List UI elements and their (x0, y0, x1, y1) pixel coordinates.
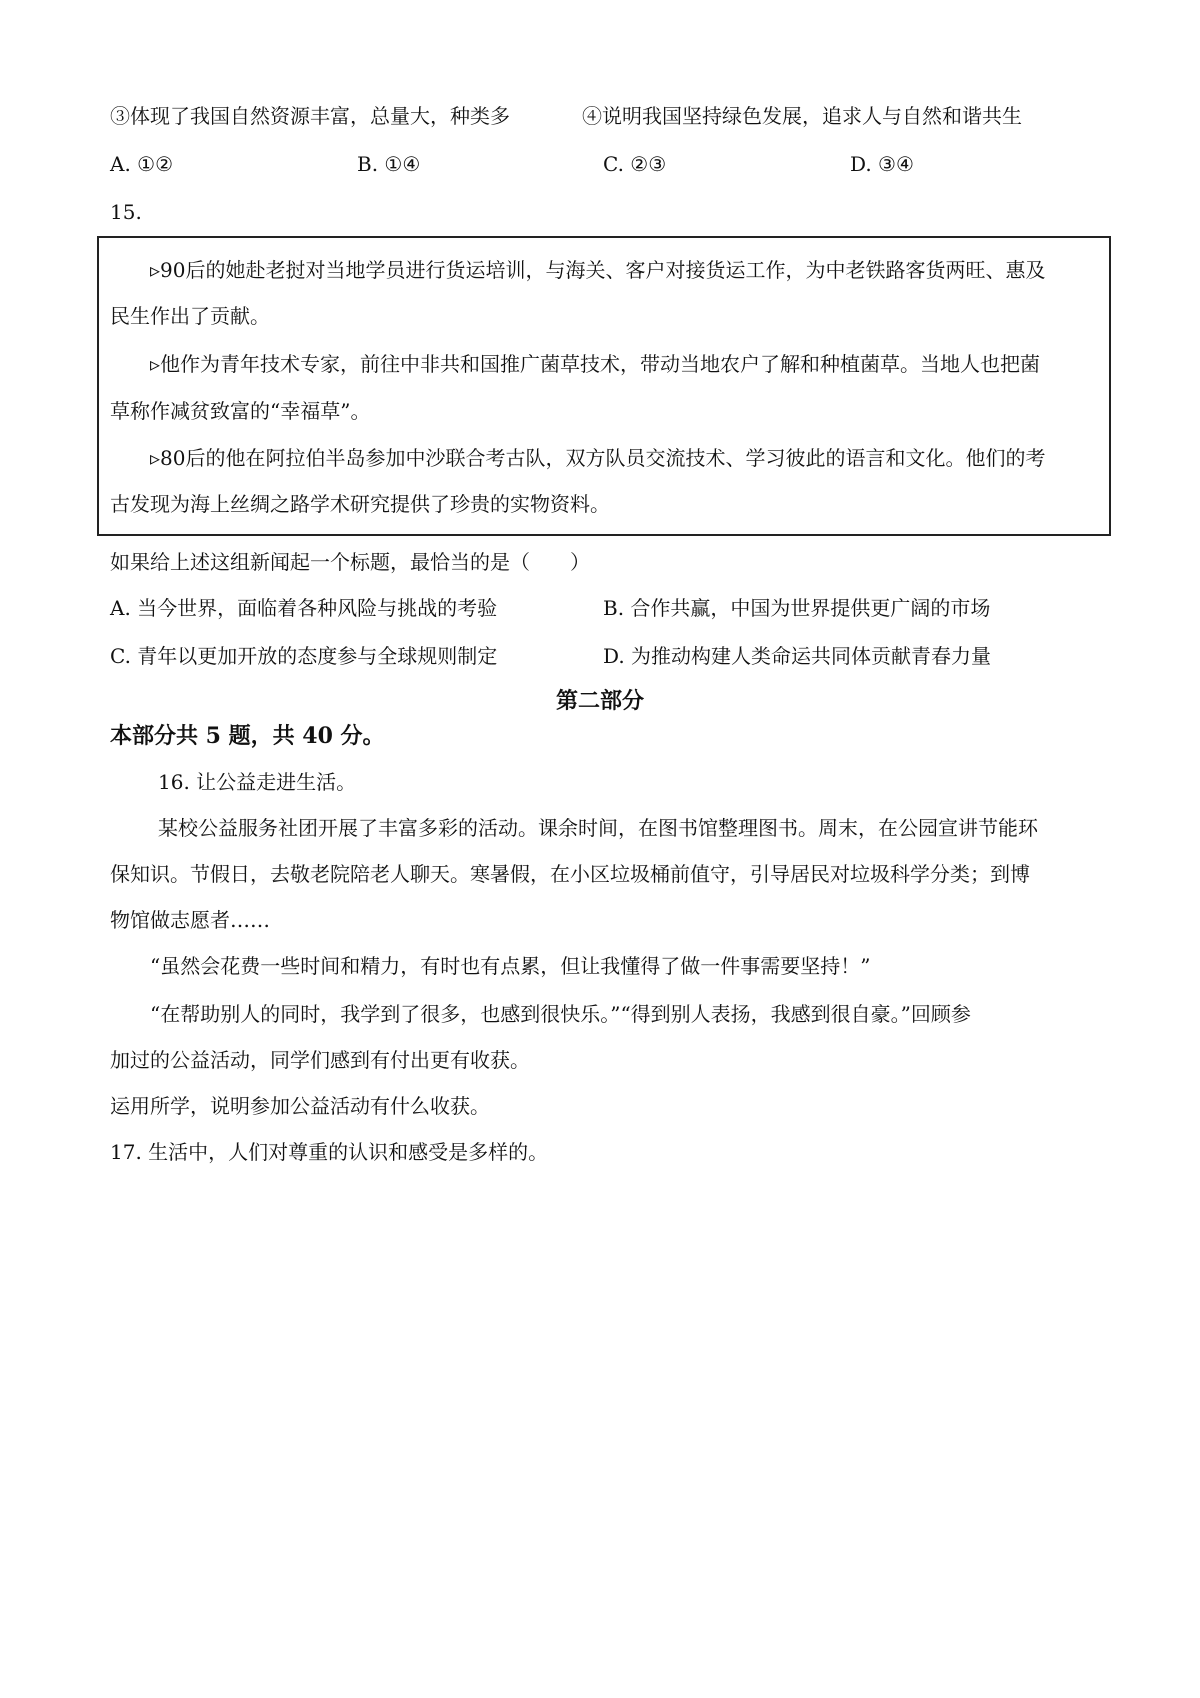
q15-number: 15. (110, 200, 142, 224)
q15-news-2-line-2: 草称作减贫致富的“幸福草”。 (110, 399, 371, 423)
q16-para2-line-1: “在帮助别人的同时，我学到了很多，也感到很快乐。”“得到别人表扬，我感到很自豪。”回顾参 (150, 1002, 971, 1026)
q15-news-1-line-2: 民生作出了贡献。 (110, 304, 270, 328)
q16-quote-1: “虽然会花费一些时间和精力，有时也有点累，但让我懂得了做一件事需要坚持！” (150, 954, 871, 978)
q14-option-a: A. ①② (110, 152, 174, 176)
q14-statement-4: ④说明我国坚持绿色发展，追求人与自然和谐共生 (582, 104, 1022, 128)
q16-para2-line-2: 加过的公益活动，同学们感到有付出更有收获。 (110, 1048, 530, 1072)
q16-title: 16. 让公益走进生活。 (158, 770, 357, 794)
q14-option-d: D. ③④ (850, 152, 914, 176)
q14-option-b: B. ①④ (357, 152, 421, 176)
q15-option-d: D. 为推动构建人类命运共同体贡献青春力量 (603, 644, 992, 668)
q16-question: 运用所学，说明参加公益活动有什么收获。 (110, 1094, 490, 1118)
q17-title: 17. 生活中，人们对尊重的认识和感受是多样的。 (110, 1140, 549, 1164)
q15-option-a: A. 当今世界，面临着各种风险与挑战的考验 (110, 596, 498, 620)
q16-para1-line-1: 某校公益服务社团开展了丰富多彩的活动。课余时间，在图书馆整理图书。周末，在公园宣讲节能环 (158, 816, 1038, 840)
q15-news-2-line-1: ▹他作为青年技术专家，前往中非共和国推广菌草技术，带动当地农户了解和种植菌草。当地人也把菌 (150, 352, 1041, 376)
q15-news-3-line-2: 古发现为海上丝绸之路学术研究提供了珍贵的实物资料。 (110, 492, 610, 516)
q16-para1-line-2: 保知识。节假日，去敬老院陪老人聊天。寒暑假，在小区垃圾桶前值守，引导居民对垃圾科学分类；到博 (110, 862, 1030, 886)
q14-option-c: C. ②③ (603, 152, 667, 176)
q15-news-1-line-1: ▹90后的她赴老挝对当地学员进行货运培训，与海关、客户对接货运工作，为中老铁路客货两旺、惠及 (150, 258, 1046, 282)
q15-option-b: B. 合作共赢，中国为世界提供更广阔的市场 (603, 596, 991, 620)
q15-option-c: C. 青年以更加开放的态度参与全球规则制定 (110, 644, 498, 668)
part-two-intro: 本部分共 5 题，共 40 分。 (110, 723, 385, 749)
part-two-title: 第二部分 (555, 688, 644, 714)
q15-question: 如果给上述这组新闻起一个标题，最恰当的是（ ） (110, 550, 590, 574)
q16-para1-line-3: 物馆做志愿者…… (110, 908, 270, 932)
q14-statement-3: ③体现了我国自然资源丰富，总量大，种类多 (110, 104, 510, 128)
q15-news-3-line-1: ▹80后的他在阿拉伯半岛参加中沙联合考古队，双方队员交流技术、学习彼此的语言和文化。他们的考 (150, 446, 1046, 470)
